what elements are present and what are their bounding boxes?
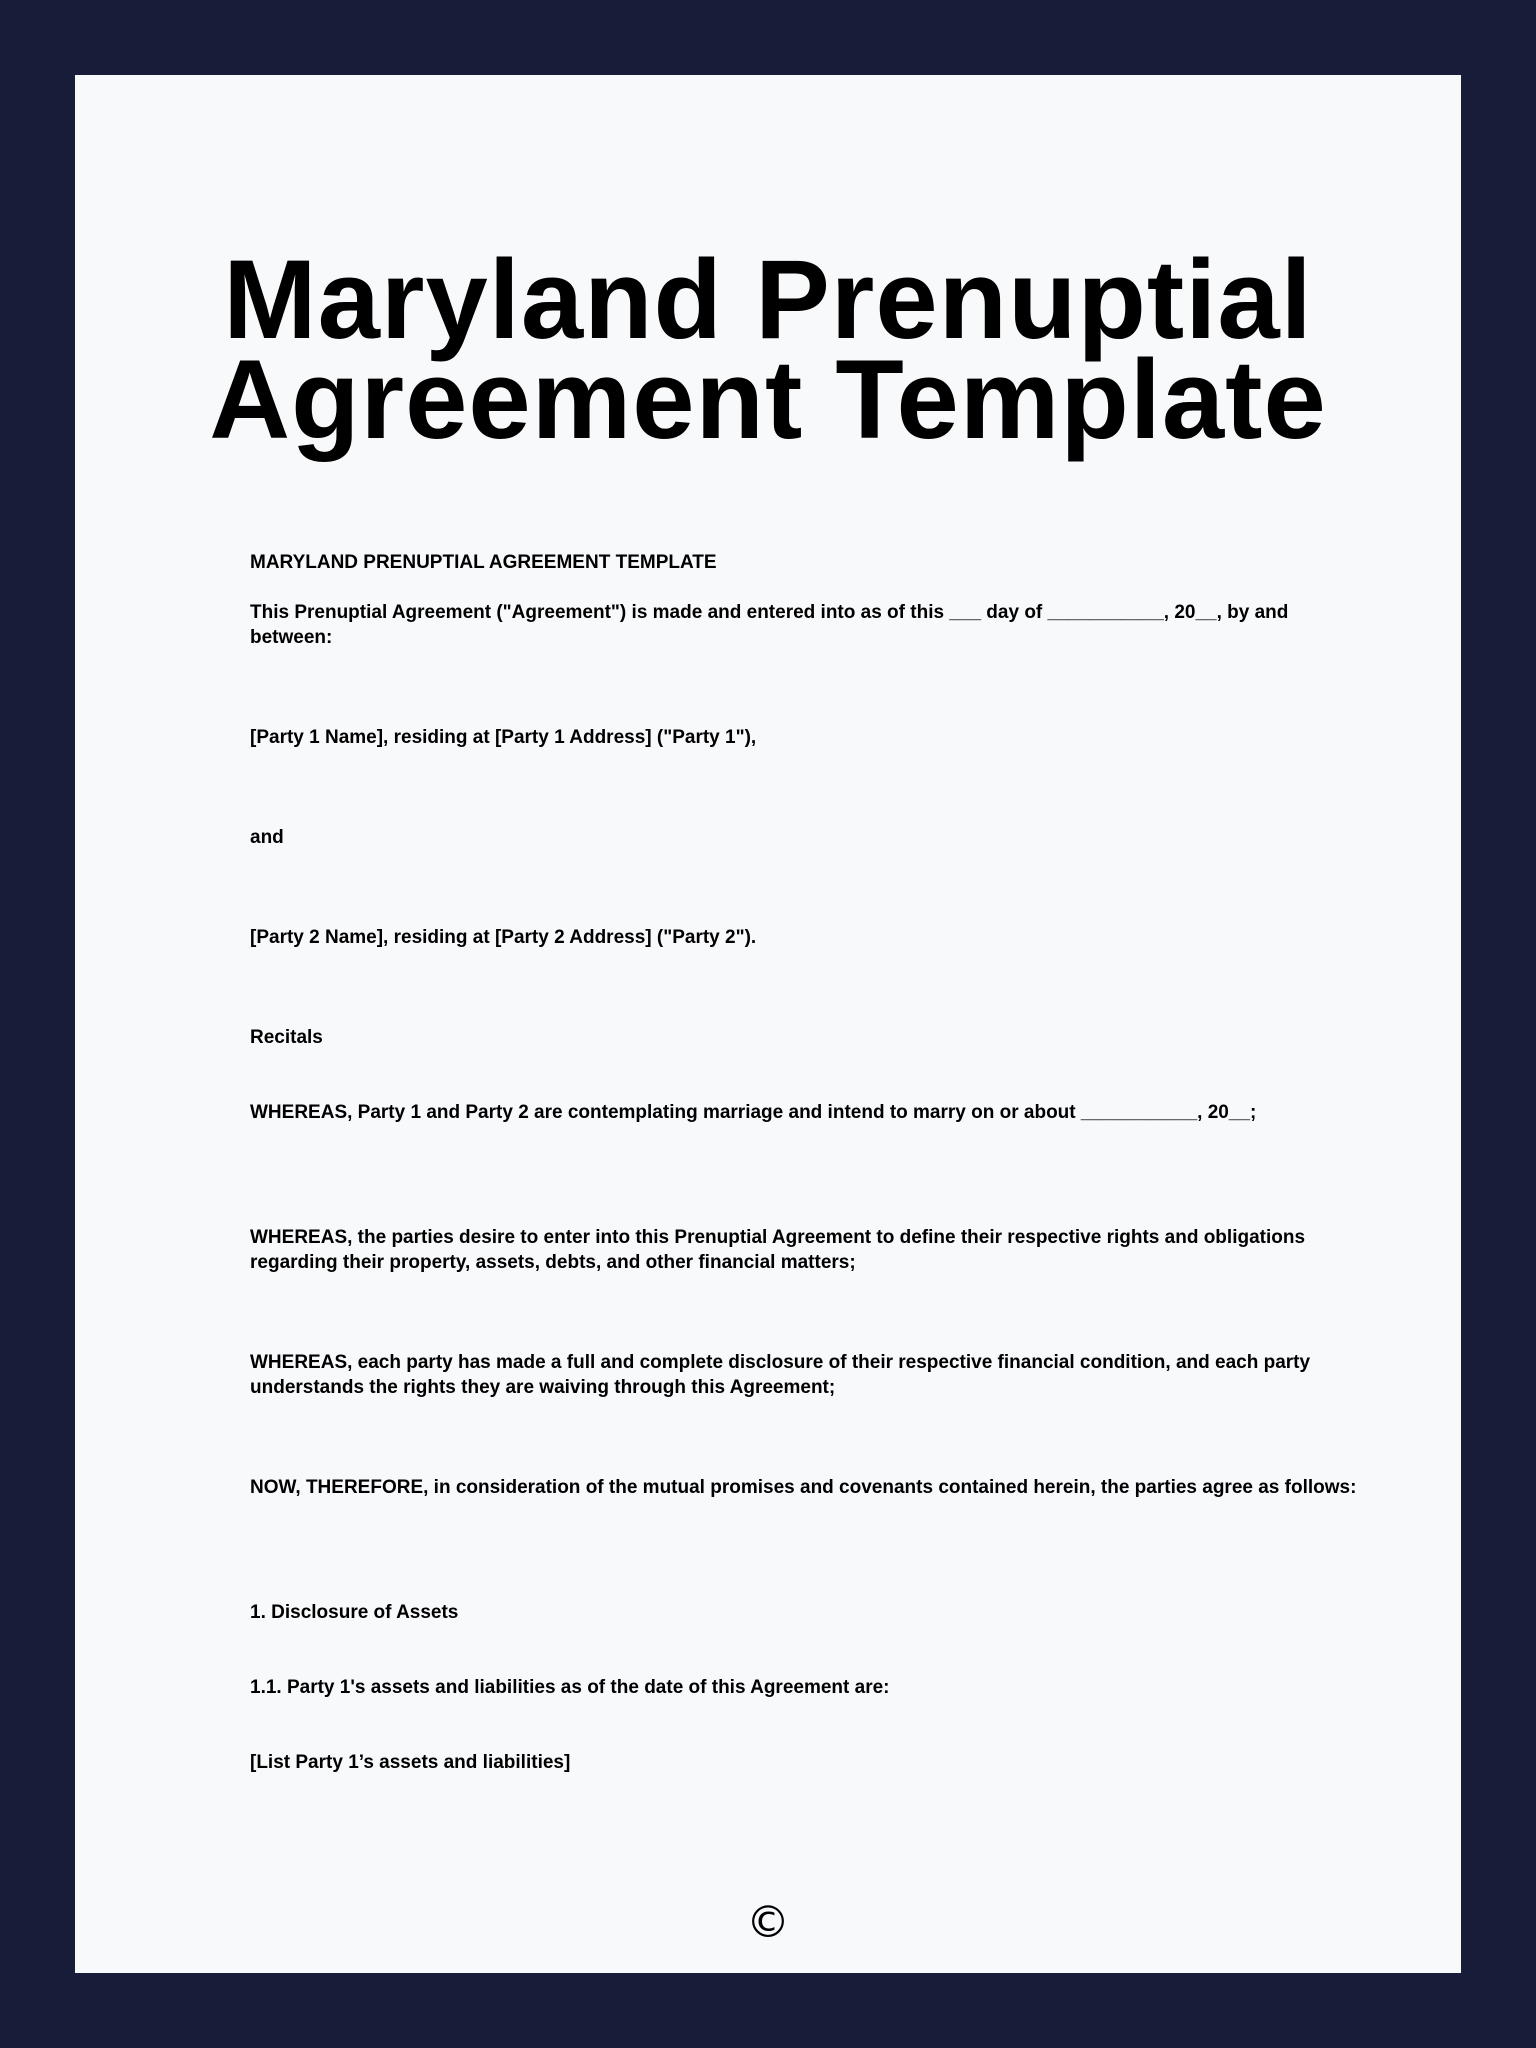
party1-paragraph: [Party 1 Name], residing at [Party 1 Address] ("Party 1"),	[250, 727, 757, 748]
copyright-icon: ©	[746, 1897, 790, 1948]
and-paragraph: and	[250, 827, 284, 848]
section-1-heading: 1. Disclosure of Assets	[250, 1602, 459, 1623]
whereas-3-paragraph: WHEREAS, each party has made a full and complete disclosure of their respective financial condition, and each party understands the rights they are waiving through this Agreement;	[250, 1352, 1316, 1398]
party2-paragraph: [Party 2 Name], residing at [Party 2 Address] ("Party 2").	[250, 927, 757, 948]
intro-paragraph: This Prenuptial Agreement ("Agreement") is made and entered into as of this ___ day of ___________, 20__, by and between:	[250, 602, 1294, 648]
title-line-1: Maryland Prenuptial	[223, 237, 1313, 362]
therefore-paragraph: NOW, THEREFORE, in consideration of the mutual promises and covenants contained herein, the parties agree as follows:	[250, 1477, 1357, 1498]
section-1-list-placeholder: [List Party 1’s assets and liabilities]	[250, 1752, 571, 1773]
document-title	[75, 237, 1461, 462]
section-1-1-paragraph: 1.1. Party 1's assets and liabilities as of the date of this Agreement are:	[250, 1677, 890, 1698]
recitals-heading: Recitals	[250, 1027, 323, 1048]
whereas-2-paragraph: WHEREAS, the parties desire to enter into this Prenuptial Agreement to define their respective rights and obligations regarding their property, assets, debts, and other financial matters;	[250, 1227, 1311, 1273]
whereas-1-paragraph: WHEREAS, Party 1 and Party 2 are contemplating marriage and intend to marry on or about ___________, 20__;	[250, 1102, 1257, 1123]
agreement-heading: MARYLAND PRENUPTIAL AGREEMENT TEMPLATE	[250, 552, 717, 573]
title-line-2: Agreement Template	[209, 337, 1327, 462]
document-page	[75, 75, 1461, 1973]
